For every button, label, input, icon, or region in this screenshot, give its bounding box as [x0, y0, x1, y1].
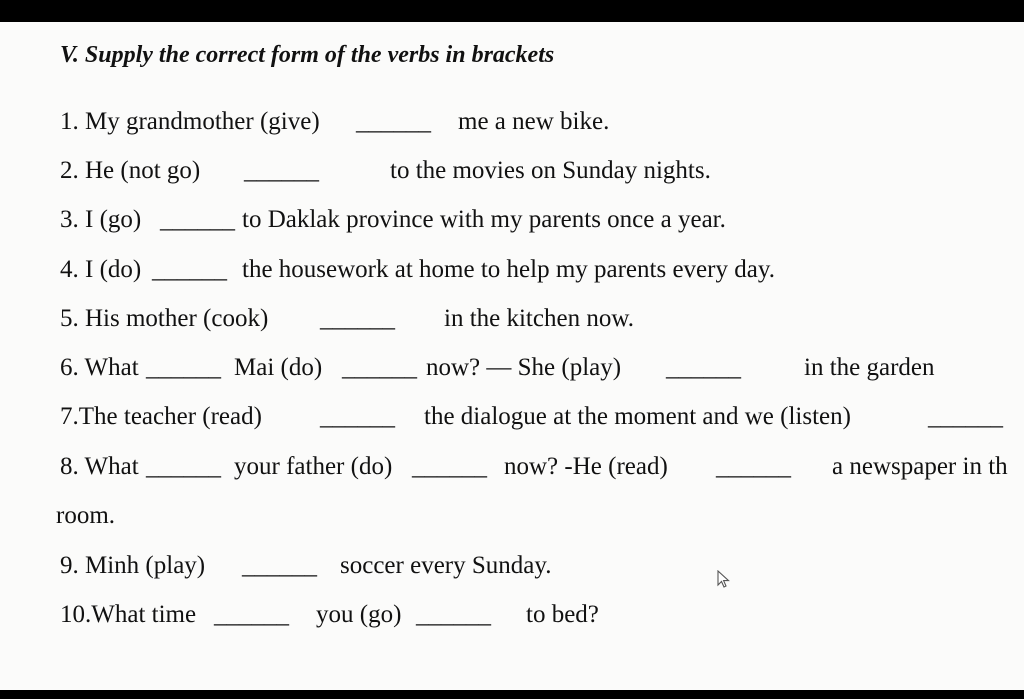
item-8-text-e: room.	[56, 502, 116, 529]
item-1-blank-1: ______	[356, 108, 431, 135]
item-2-text-b: to the movies on Sunday nights.	[390, 157, 711, 184]
item-9-text-a: 9. Minh (play)	[60, 552, 206, 579]
item-7-blank-1: ______	[320, 403, 395, 430]
item-3-text-b: to Daklak province with my parents once a year.	[242, 206, 726, 233]
item-1-text-b: me a new bike.	[458, 108, 610, 135]
item-10-blank-1: ______	[214, 601, 289, 628]
item-8-text-a: 8. What	[60, 453, 139, 480]
item-8-text-c: now? -He (read)	[504, 453, 668, 480]
item-2-blank-1: ______	[244, 157, 319, 184]
item-2-text-a: 2. He (not go)	[60, 157, 201, 184]
item-6-text-b: Mai (do)	[234, 354, 323, 381]
item-3-text-a: 3. I (go)	[60, 206, 142, 233]
item-4-blank-1: ______	[152, 256, 227, 283]
item-10-text-a: 10.What time	[60, 601, 197, 628]
item-4-text-b: the housework at home to help my parents every day.	[242, 256, 775, 283]
item-9-text-b: soccer every Sunday.	[340, 552, 552, 579]
worksheet-page	[0, 22, 1024, 690]
item-7-text-a: 7.The teacher (read)	[60, 403, 262, 430]
item-5-blank-1: ______	[320, 305, 395, 332]
item-6-text-d: in the garden	[804, 354, 935, 381]
item-6-blank-3: ______	[666, 354, 741, 381]
item-1-text-a: 1. My grandmother (give)	[60, 108, 320, 135]
item-8-text-b: your father (do)	[234, 453, 393, 480]
item-4-text-a: 4. I (do)	[60, 256, 142, 283]
item-8-blank-2: ______	[412, 453, 487, 480]
item-10-blank-2: ______	[416, 601, 491, 628]
item-8-blank-1: ______	[146, 453, 221, 480]
item-8-text-d: a newspaper in th	[832, 453, 1008, 480]
item-10-text-b: you (go)	[316, 601, 402, 628]
item-9-blank-1: ______	[242, 552, 317, 579]
item-3-blank-1: ______	[160, 206, 235, 233]
item-5-text-b: in the kitchen now.	[444, 305, 635, 332]
item-10-text-c: to bed?	[526, 601, 599, 628]
exercise-heading: V. Supply the correct form of the verbs in brackets	[60, 42, 555, 68]
item-8-blank-3: ______	[716, 453, 791, 480]
item-6-blank-1: ______	[146, 354, 221, 381]
item-7-blank-2: ______	[928, 403, 1003, 430]
item-5-text-a: 5. His mother (cook)	[60, 305, 269, 332]
item-6-text-c: now? — She (play)	[426, 354, 622, 381]
arrow-cursor-icon	[716, 570, 730, 588]
item-6-blank-2: ______	[342, 354, 417, 381]
item-7-text-b: the dialogue at the moment and we (listen)	[424, 403, 851, 430]
item-6-text-a: 6. What	[60, 354, 139, 381]
